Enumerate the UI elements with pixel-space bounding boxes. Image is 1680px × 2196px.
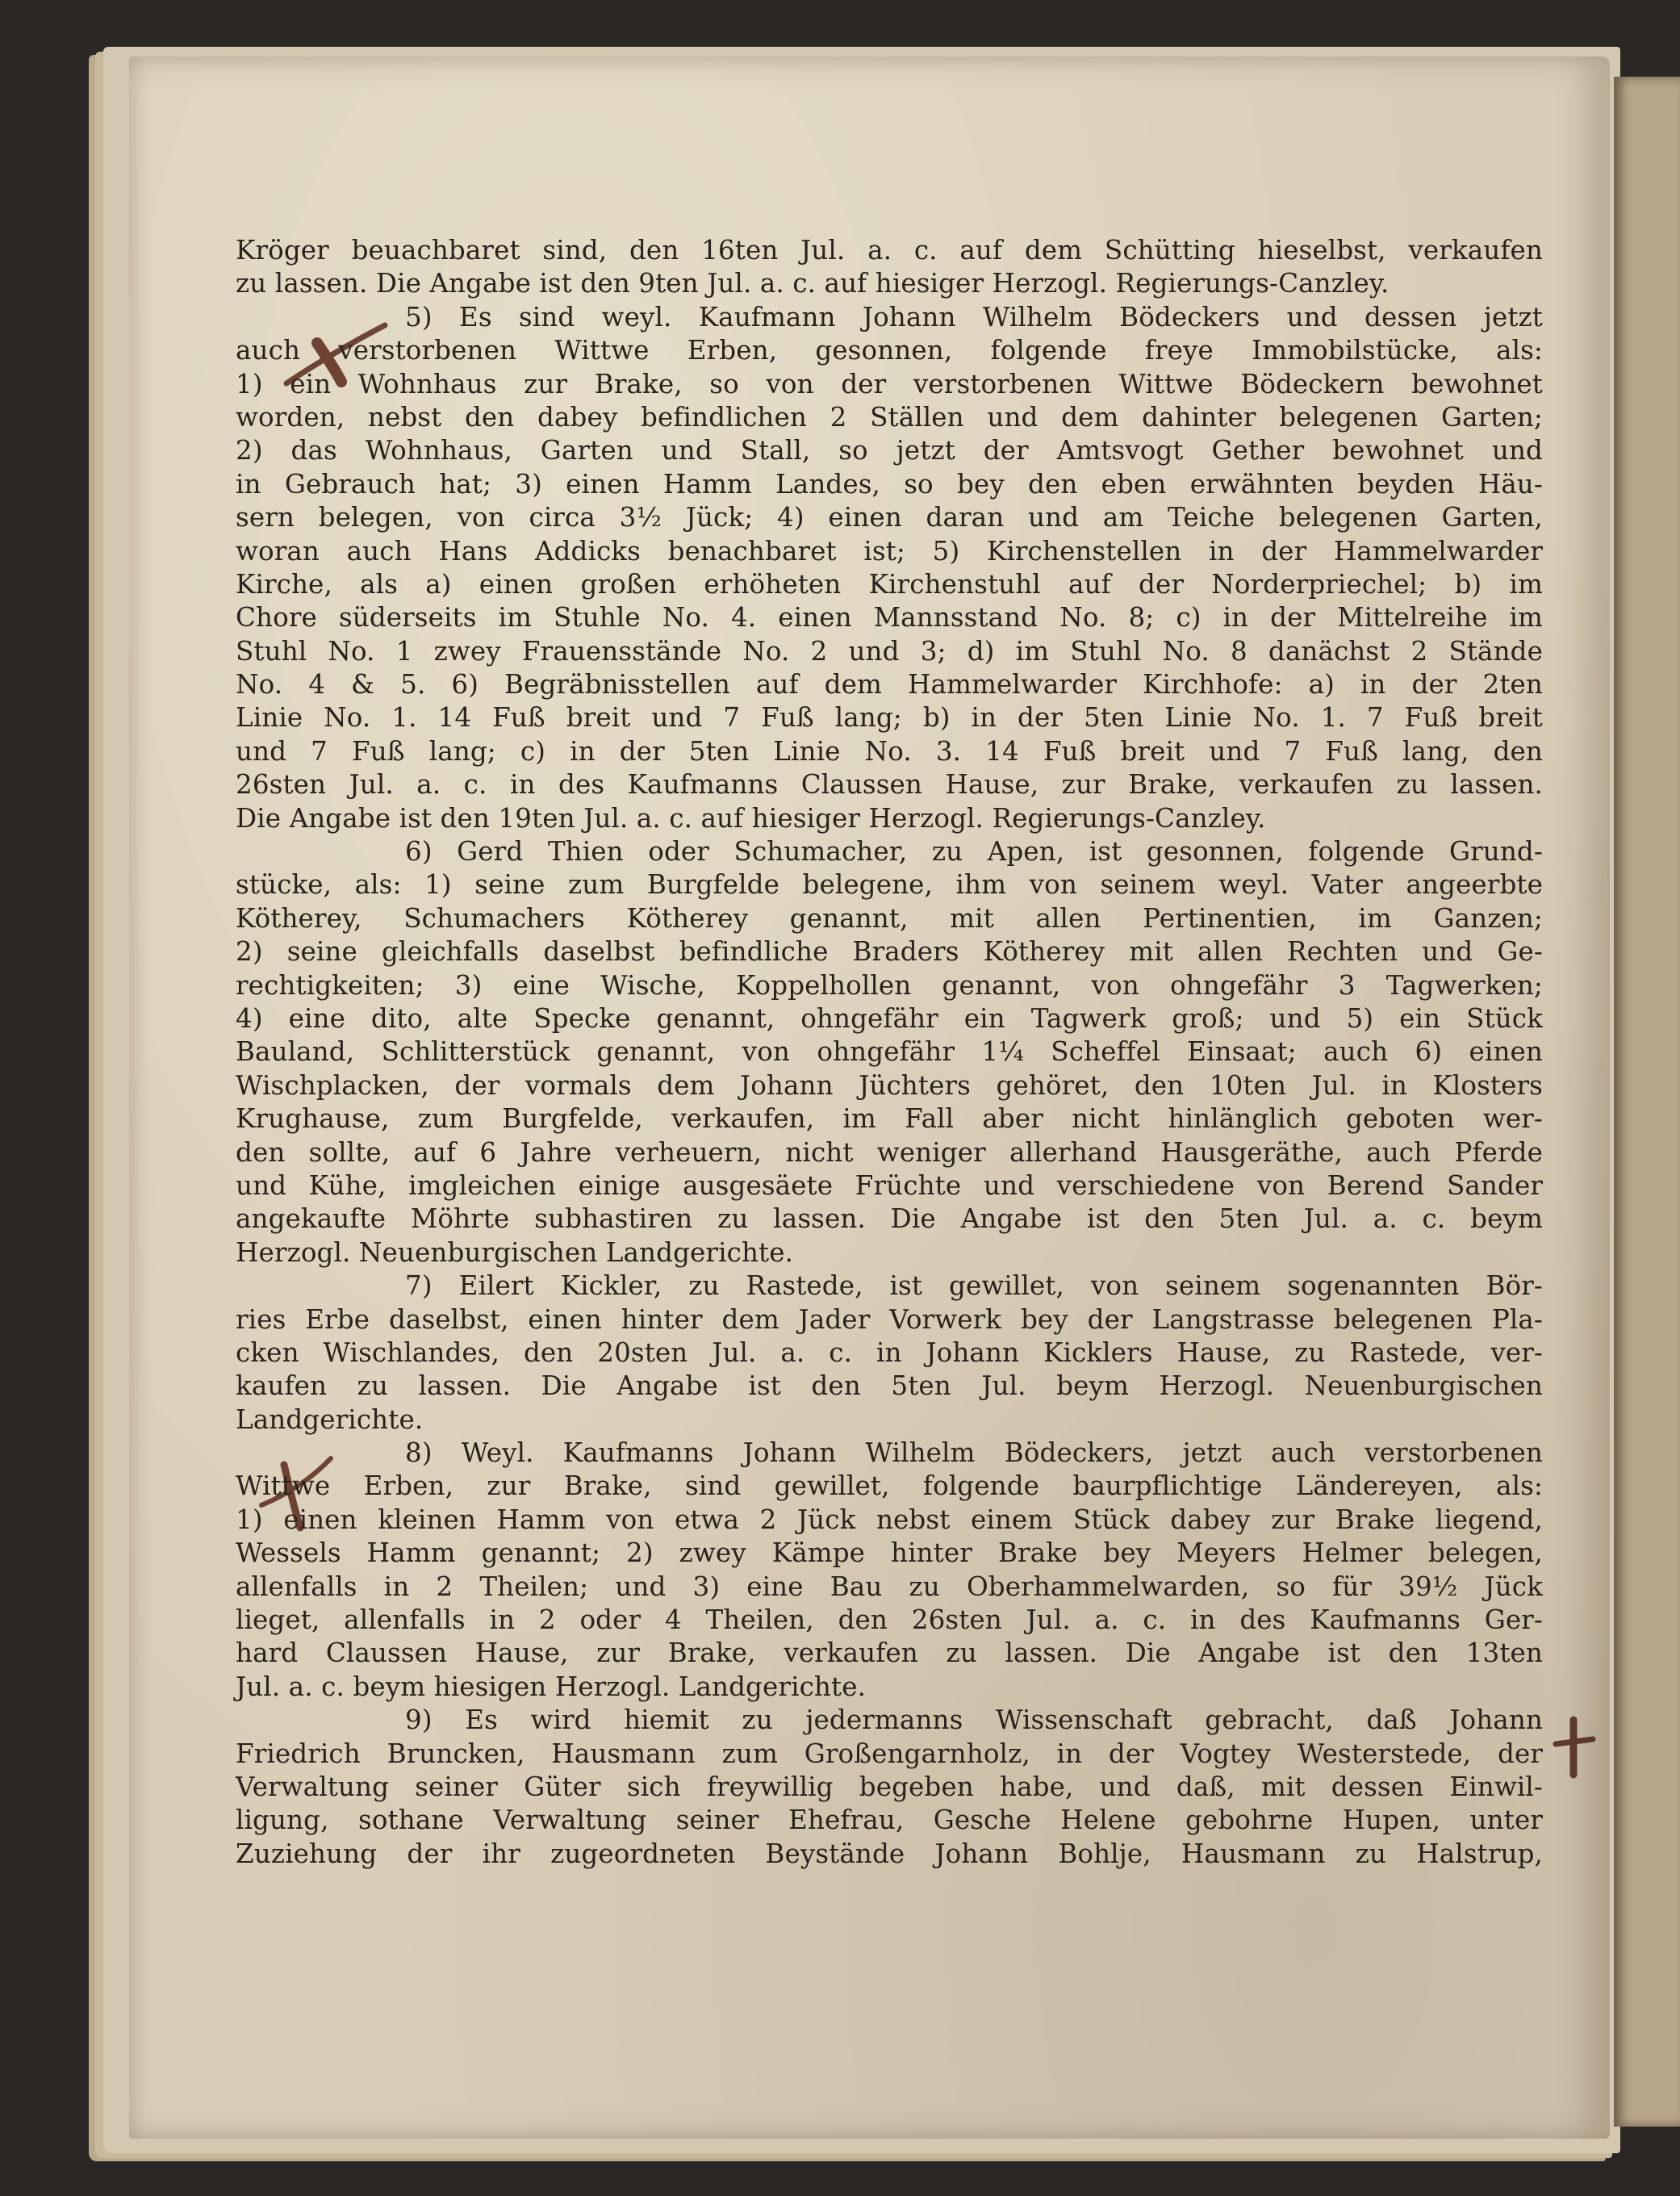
text-line: angekaufte Möhrte subhastiren zu lassen. Die Angabe ist den 5ten Jul. a. c. beym xyxy=(236,1203,1543,1235)
text-line: Kröger beuachbaret sind, den 16ten Jul. a. c. auf dem Schütting hieselbst, verkaufen xyxy=(236,235,1543,266)
text-line: Friedrich Bruncken, Hausmann zum Großengarnholz, in der Vogtey Westerstede, der xyxy=(236,1738,1543,1769)
text-line: stücke, als: 1) seine zum Burgfelde belegene, ihm von seinem weyl. Vater angeerbte xyxy=(236,869,1543,901)
text-line: Jul. a. c. beym hiesigen Herzogl. Landgerichte. xyxy=(236,1671,867,1702)
text-line: Verwaltung seiner Güter sich freywillig begeben habe, und daß, mit dessen Einwil- xyxy=(236,1771,1543,1802)
text-line: und 7 Fuß lang; c) in der 5ten Linie No. 3. 14 Fuß breit und 7 Fuß lang, den xyxy=(236,735,1543,767)
text-line: Krughause, zum Burgfelde, verkaufen, im Fall aber nicht hinlänglich geboten wer- xyxy=(236,1103,1543,1135)
text-line: in Gebrauch hat; 3) einen Hamm Landes, so bey den eben erwähnten beyden Häu- xyxy=(236,468,1543,500)
facing-page-edge xyxy=(1614,77,1680,2127)
margin-mark-cross-3 xyxy=(1549,1715,1598,1780)
text-line: ries Erbe daselbst, einen hinter dem Jader Vorwerk bey der Langstrasse belegenen Pla- xyxy=(236,1303,1543,1335)
text-line: Kirche, als a) einen großen erhöheten Kirchenstuhl auf der Norderpriechel; b) im xyxy=(236,568,1543,600)
text-line: Wittwe Erben, zur Brake, sind gewillet, folgende baurpflichtige Ländereyen, als: xyxy=(236,1470,1543,1502)
paragraph xyxy=(236,1269,1543,1437)
text-line: Wischplacken, der vormals dem Johann Jüchters gehöret, den 10ten Jul. in Klosters xyxy=(236,1069,1543,1101)
text-line: den sollte, auf 6 Jahre verheuern, nicht weniger allerhand Hausgeräthe, auch Pferde xyxy=(236,1136,1543,1168)
text-line: auch verstorbenen Wittwe Erben, gesonnen, folgende freye Immobilstücke, als: xyxy=(236,335,1543,366)
text-line: allenfalls in 2 Theilen; und 3) eine Bau zu Oberhammelwarden, so für 39½ Jück xyxy=(236,1571,1543,1602)
text-line: 5) Es sind weyl. Kaufmann Johann Wilhelm Bödeckers und dessen jetzt xyxy=(405,301,1543,333)
text-line: Chore süderseits im Stuhle No. 4. einen Mannsstand No. 8; c) in der Mittelreihe im xyxy=(236,602,1543,634)
text-line: 8) Weyl. Kaufmanns Johann Wilhelm Bödeckers, jetzt auch verstorbenen xyxy=(405,1437,1543,1469)
text-line: kaufen zu lassen. Die Angabe ist den 5ten Jul. beym Herzogl. Neuenburgischen xyxy=(236,1370,1543,1402)
text-line: ligung, sothane Verwaltung seiner Ehefrau, Gesche Helene gebohrne Hupen, unter xyxy=(236,1805,1543,1836)
text-line: Zuziehung der ihr zugeordneten Beystände Johann Bohlje, Hausmann zu Halstrup, xyxy=(236,1838,1543,1869)
text-line: Wessels Hamm genannt; 2) zwey Kämpe hinter Brake bey Meyers Helmer belegen, xyxy=(236,1537,1543,1569)
text-line: 2) das Wohnhaus, Garten und Stall, so jetzt der Amtsvogt Gether bewohnet und xyxy=(236,435,1543,466)
text-line: Kötherey, Schumachers Kötherey genannt, mit allen Pertinentien, im Ganzen; xyxy=(236,902,1543,934)
page-text xyxy=(236,234,1543,1871)
text-line: zu lassen. Die Angabe ist den 9ten Jul. a. c. auf hiesiger Herzogl. Regierungs-Canzley. xyxy=(236,268,1390,299)
text-line: und Kühe, imgleichen einige ausgesäete Früchte und verschiedene von Berend Sander xyxy=(236,1169,1543,1201)
text-line: 1) ein Wohnhaus zur Brake, so von der verstorbenen Wittwe Bödeckern bewohnet xyxy=(236,368,1543,399)
text-line: rechtigkeiten; 3) eine Wische, Koppelhollen genannt, von ohngefähr 3 Tagwerken; xyxy=(236,969,1543,1001)
text-line: worden, nebst den dabey befindlichen 2 Ställen und dem dahinter belegenen Garten; xyxy=(236,401,1543,433)
text-line: 1) einen kleinen Hamm von etwa 2 Jück nebst einem Stück dabey zur Brake liegend, xyxy=(236,1504,1543,1535)
text-line: woran auch Hans Addicks benachbaret ist; 5) Kirchenstellen in der Hammelwarder xyxy=(236,535,1543,567)
paragraph xyxy=(236,1437,1543,1704)
text-line: Bauland, Schlitterstück genannt, von ohngefähr 1¼ Scheffel Einsaat; auch 6) einen xyxy=(236,1036,1543,1068)
paragraph xyxy=(236,301,1543,835)
text-line: cken Wischlandes, den 20sten Jul. a. c. in Johann Kicklers Hause, zu Rastede, ver- xyxy=(236,1336,1543,1368)
text-line: No. 4 & 5. 6) Begräbnisstellen auf dem Hammelwarder Kirchhofe: a) in der 2ten xyxy=(236,669,1543,701)
text-line: hard Claussen Hause, zur Brake, verkaufen zu lassen. Die Angabe ist den 13ten xyxy=(236,1638,1543,1669)
text-line: Linie No. 1. 14 Fuß breit und 7 Fuß lang; b) in der 5ten Linie No. 1. 7 Fuß breit xyxy=(236,702,1543,734)
text-line: Herzogl. Neuenburgischen Landgerichte. xyxy=(236,1236,794,1268)
text-line: sern belegen, von circa 3½ Jück; 4) einen daran und am Teiche belegenen Garten, xyxy=(236,502,1543,533)
text-line: Stuhl No. 1 zwey Frauensstände No. 2 und 3; d) im Stuhl No. 8 danächst 2 Stände xyxy=(236,635,1543,667)
paragraph xyxy=(236,1704,1543,1871)
paragraph xyxy=(236,234,1543,301)
text-line: 26sten Jul. a. c. in des Kaufmanns Claussen Hause, zur Brake, verkaufen zu lassen. xyxy=(236,769,1543,801)
text-line: Die Angabe ist den 19ten Jul. a. c. auf hiesiger Herzogl. Regierungs-Canzley. xyxy=(236,802,1266,834)
text-line: 9) Es wird hiemit zu jedermanns Wissenschaft gebracht, daß Johann xyxy=(405,1705,1543,1736)
text-line: 2) seine gleichfalls daselbst befindliche Braders Kötherey mit allen Rechten und Ge- xyxy=(236,936,1543,968)
text-line: 6) Gerd Thien oder Schumacher, zu Apen, ist gesonnen, folgende Grund- xyxy=(405,836,1543,868)
text-line: 4) eine dito, alte Specke genannt, ohngefähr ein Tagwerk groß; und 5) ein Stück xyxy=(236,1002,1543,1034)
text-line: lieget, allenfalls in 2 oder 4 Theilen, den 26sten Jul. a. c. in des Kaufmanns Ger- xyxy=(236,1604,1543,1636)
text-line: 7) Eilert Kickler, zu Rastede, ist gewillet, von seinem sogenannten Bör- xyxy=(405,1270,1543,1302)
text-line: Landgerichte. xyxy=(236,1403,424,1435)
paragraph xyxy=(236,835,1543,1269)
